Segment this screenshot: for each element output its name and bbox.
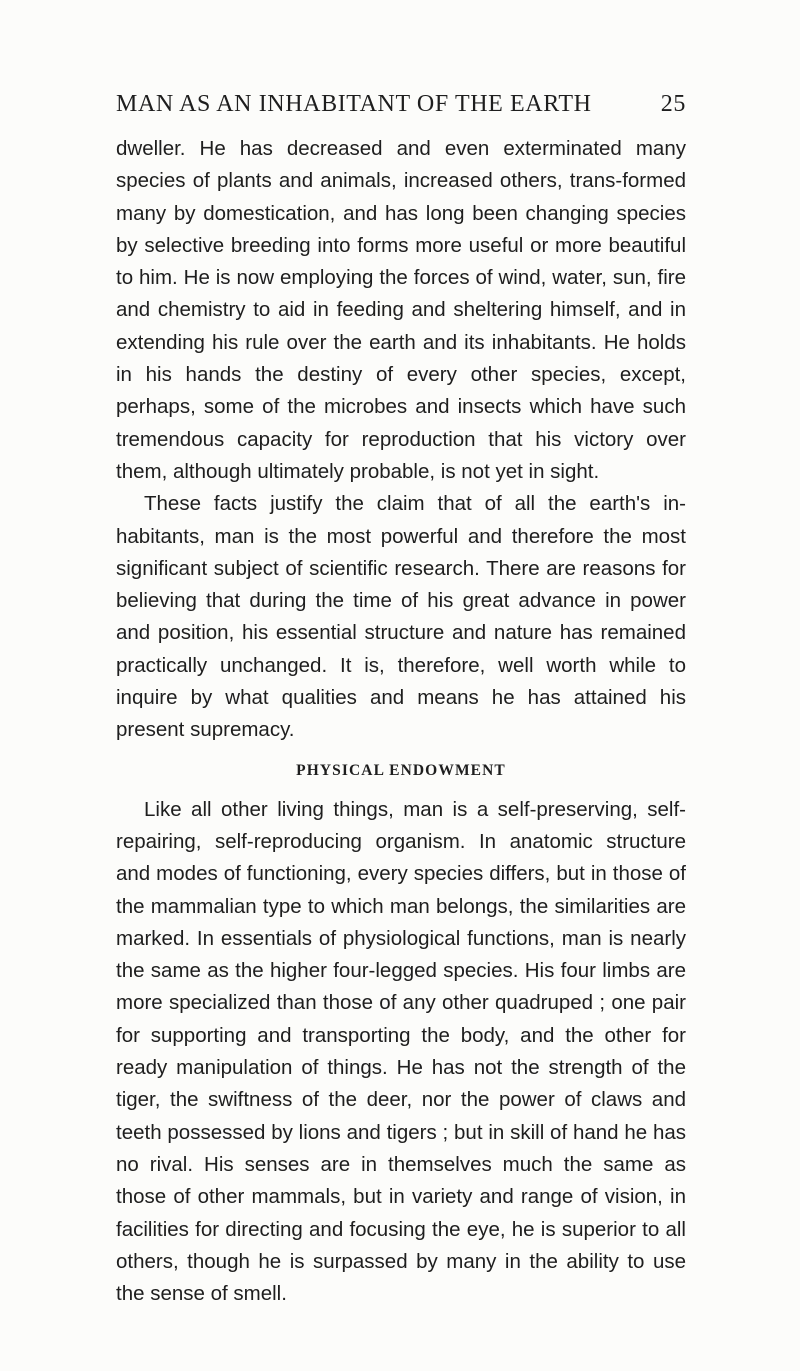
text-block [116,133,686,1310]
page-number: 25 [660,91,686,117]
running-title: MAN AS AN INHABITANT OF THE EARTH [116,91,592,117]
paragraph-continued: dweller. He has decreased and even exterminated many species of plants and animals, increased others, trans-formed many by domestication, and has long been changing species by selective breeding into forms more useful or more beautiful to him. He is now employing the forces of wind, water, sun, fire and chemistry to aid in feeding and sheltering himself, and in extending his rule over the earth and its inhabitants. He holds in his hands the destiny of every other species, except, perhaps, some of the microbes and insects which have such tremendous capacity for reproduction that his victory over them, although ultimately probable, is not yet in sight. [116,137,686,483]
paragraph-physical-endowment: Like all other living things, man is a self-preserving, self-repairing, self-reproducing organism. In anatomic structure and modes of functioning, every species differs, but in those of the mammalian type to which man belongs, the similarities are marked. In essentials of physiological functions, man is nearly the same as the higher four-legged species. His four limbs are more specialized than those of any other quadruped ; one pair for supporting and transporting the body, and the other for ready manipulation of things. He has not the strength of the tiger, the swiftness of the deer, nor the power of claws and teeth possessed by lions and tigers ; but in skill of hand he has no rival. His senses are in themselves much the same as those of other mammals, but in variety and range of vision, in facilities for directing and focusing the eye, he is superior to all others, though he is surpassed by many in the ability to use the sense of smell. [116,797,686,1306]
paragraph-facts: These facts justify the claim that of all the earth's in-habitants, man is the most powerful and therefore the most significant subject of scientific research. There are reasons for believing that during the time of his great advance in power and position, his essential structure and nature has remained practically unchanged. It is, therefore, well worth while to inquire by what qualities and means he has attained his present supremacy. [116,492,686,742]
running-head [116,87,686,121]
section-heading: PHYSICAL ENDOWMENT [296,761,506,779]
